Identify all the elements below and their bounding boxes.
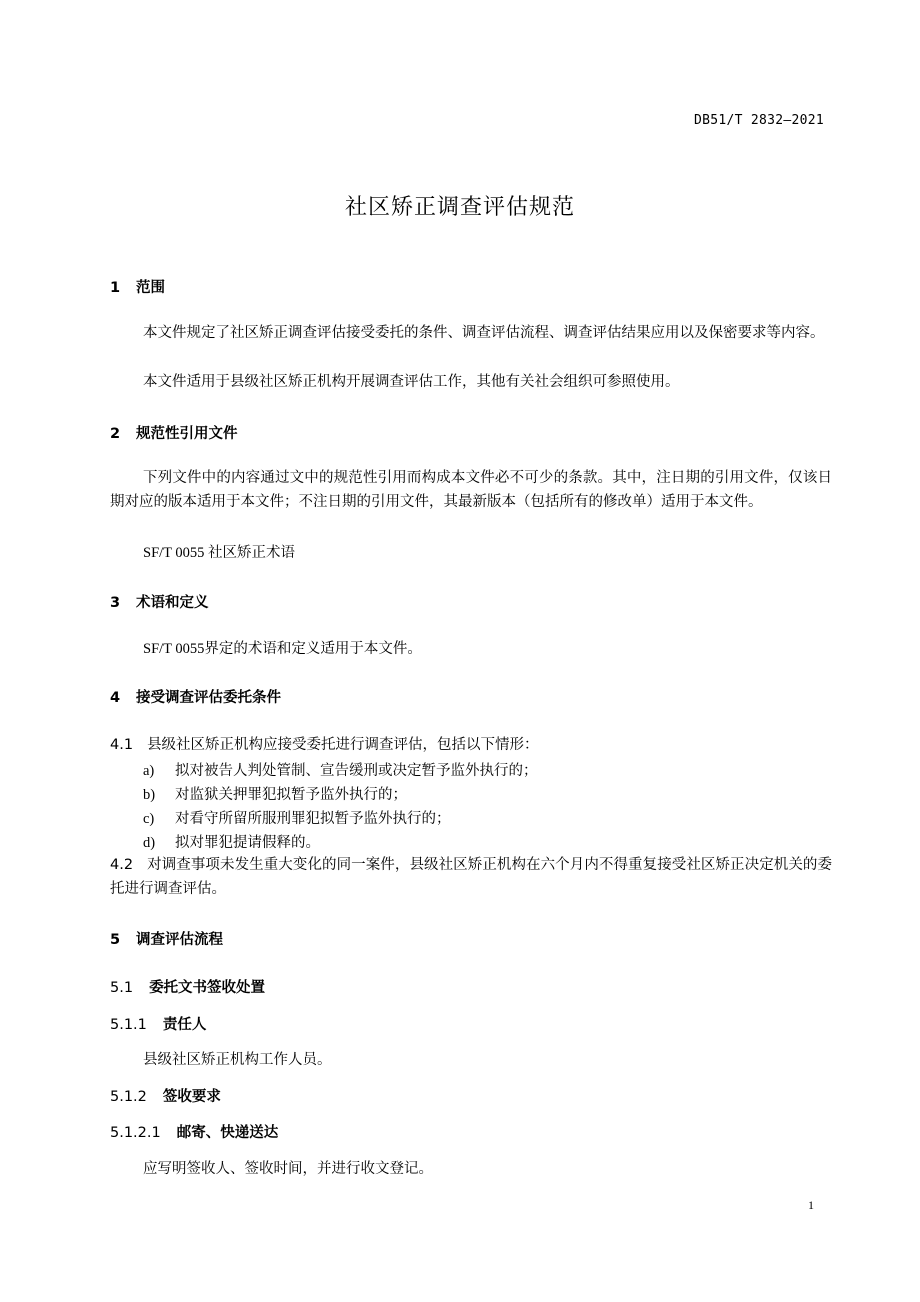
subsection-title: 责任人 [162,1017,207,1033]
subsection-5-1-heading [110,976,265,997]
list-item-a [143,759,538,780]
section-number: 3 [110,595,121,611]
section-3-paragraph-1: SF/T 0055界定的术语和定义适用于本文件。 [143,641,422,657]
clause-text: 对调查事项未发生重大变化的同一案件，县级社区矫正机构在六个月内不得重复接受社区矫正决定机关的委托进行调查评估。 [110,857,832,897]
list-marker: c) [143,811,155,827]
subsection-number: 5.1.2 [110,1089,147,1105]
list-text: 拟对被告人判处管制、宣告缓刑或决定暂予监外执行的； [175,763,538,779]
section-number: 2 [110,426,121,442]
clause-number: 4.1 [110,737,134,753]
list-text: 拟对罪犯提请假释的。 [175,835,320,851]
section-number: 4 [110,690,121,706]
section-5-heading [110,928,223,949]
section-title: 调查评估流程 [136,932,223,948]
section-1-paragraph-1: 本文件规定了社区矫正调查评估接受委托的条件、调查评估流程、调查评估结果应用以及保密要求等内容。 [143,325,825,341]
clause-4-1 [110,733,832,757]
subsection-5-1-2-heading [110,1085,221,1106]
list-text: 对看守所留所服刑罪犯拟暂予监外执行的； [175,811,451,827]
list-marker: d) [143,835,156,851]
section-number: 5 [110,932,121,948]
subsection-title: 委托文书签收处置 [149,980,266,996]
document-title: 社区矫正调查评估规范 [344,195,575,220]
document-code: DB51/T 2832—2021 [693,113,824,128]
normative-reference: SF/T 0055 社区矫正术语 [143,545,296,561]
subsection-number: 5.1.2.1 [110,1125,161,1141]
clause-4-2 [110,853,832,901]
section-title: 接受调查评估委托条件 [136,690,281,706]
clause-text: 县级社区矫正机构应接受委托进行调查评估，包括以下情形： [147,737,539,753]
section-title: 规范性引用文件 [136,426,238,442]
section-3-heading [110,591,209,612]
subsection-5-1-1-heading [110,1013,206,1034]
section-2-heading [110,422,238,443]
section-1-paragraph-2: 本文件适用于县级社区矫正机构开展调查评估工作，其他有关社会组织可参照使用。 [143,374,680,390]
list-marker: a) [143,763,155,779]
section-1-heading [110,276,165,297]
subsection-5-1-1-paragraph: 县级社区矫正机构工作人员。 [143,1052,332,1068]
section-4-heading [110,686,281,707]
subsection-5-1-2-1-paragraph: 应写明签收人、签收时间，并进行收文登记。 [143,1161,433,1177]
section-2-paragraph-1: 下列文件中的内容通过文中的规范性引用而构成本文件必不可少的条款。其中，注日期的引用文件，仅该日期对应的版本适用于本文件；不注日期的引用文件，其最新版本（包括所有的修改单）适用于本文件。 [110,470,832,510]
subsection-5-1-2-1-heading [110,1121,278,1142]
page-number: 1 [808,1198,814,1212]
section-title: 术语和定义 [136,595,209,611]
section-title: 范围 [136,280,165,296]
subsection-number: 5.1.1 [110,1017,147,1033]
list-item-c [143,807,451,828]
list-marker: b) [143,787,156,803]
section-number: 1 [110,280,121,296]
subsection-title: 签收要求 [162,1089,221,1105]
subsection-number: 5.1 [110,980,134,996]
list-text: 对监狱关押罪犯拟暂予监外执行的； [175,787,407,803]
subsection-title: 邮寄、快递送达 [176,1125,279,1141]
list-item-d [143,831,320,852]
clause-number: 4.2 [110,857,134,873]
list-item-b [143,783,407,804]
